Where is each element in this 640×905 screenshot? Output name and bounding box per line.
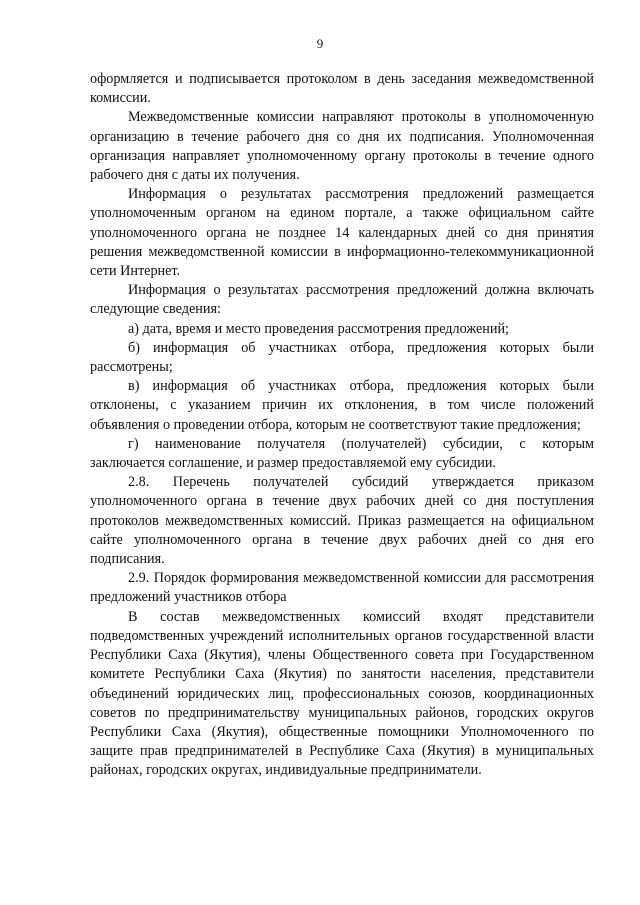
section-2-8: 2.8. Перечень получателей субсидий утверждается приказом уполномоченного органа в течение двух рабочих дней со дня поступления протоколов межведомственных комиссий. Приказ размещается на официальном сайте уполномоченного органа в течение двух рабочих дней со дня его подписания. xyxy=(90,474,594,568)
page-number: 9 xyxy=(316,36,324,51)
list-item: г) наименование получателя (получателей) субсидии, с которым заключается соглашение, и размер предоставляемой ему субсидии. xyxy=(90,435,594,472)
list-item: в) информация об участниках отбора, предложения которых были отклонены, с указанием причин их отклонения, в том числе положений объявления о проведении отбора, которым не соответствуют такие предложения; xyxy=(90,378,594,433)
paragraph: Информация о результатах рассмотрения предложений должна включать следующие сведения: xyxy=(90,282,594,318)
paragraph: оформляется и подписывается протоколом в день заседания межведомственной комиссии. xyxy=(90,71,594,107)
paragraph: Межведомственные комиссии направляют протоколы в уполномоченную организацию в течение рабочего дня со дня их подписания. Уполномоченная организация направляет уполномоченному органу протоколы в течение одного рабочего дня с даты их получения. xyxy=(90,109,594,184)
list-item: а) дата, время и место проведения рассмотрения предложений; xyxy=(128,320,509,337)
list-item: б) информация об участниках отбора, предложения которых были рассмотрены; xyxy=(90,339,594,376)
section-2-9-heading: 2.9. Порядок формирования межведомственной комиссии для рассмотрения предложений участников отбора xyxy=(90,570,594,606)
paragraph: В состав межведомственных комиссий входят представители подведомственных учреждений исполнительных органов государственной власти Республики Саха (Якутия), члены Общественного совета при Государственном комитете Республики Саха (Якутия) по занятости населения, представители объединений юридических лиц, профессиональных союзов, координационных советов по предпринимательству муниципальных районов, городских округов Республики Саха (Якутия), общественные помощники Уполномоченного по защите прав предпринимателей в Республике Саха (Якутия) в муниципальных районах, городских округах, индивидуальные предприниматели. xyxy=(90,608,594,779)
document-body xyxy=(90,70,594,781)
paragraph: Информация о результатах рассмотрения предложений размещается уполномоченным органом на едином портале, а также официальном сайте уполномоченного органа не позднее 14 календарных дней со дня принятия решения межведомственной комиссии в информационно-телекоммуникационной сети Интернет. xyxy=(90,186,594,280)
